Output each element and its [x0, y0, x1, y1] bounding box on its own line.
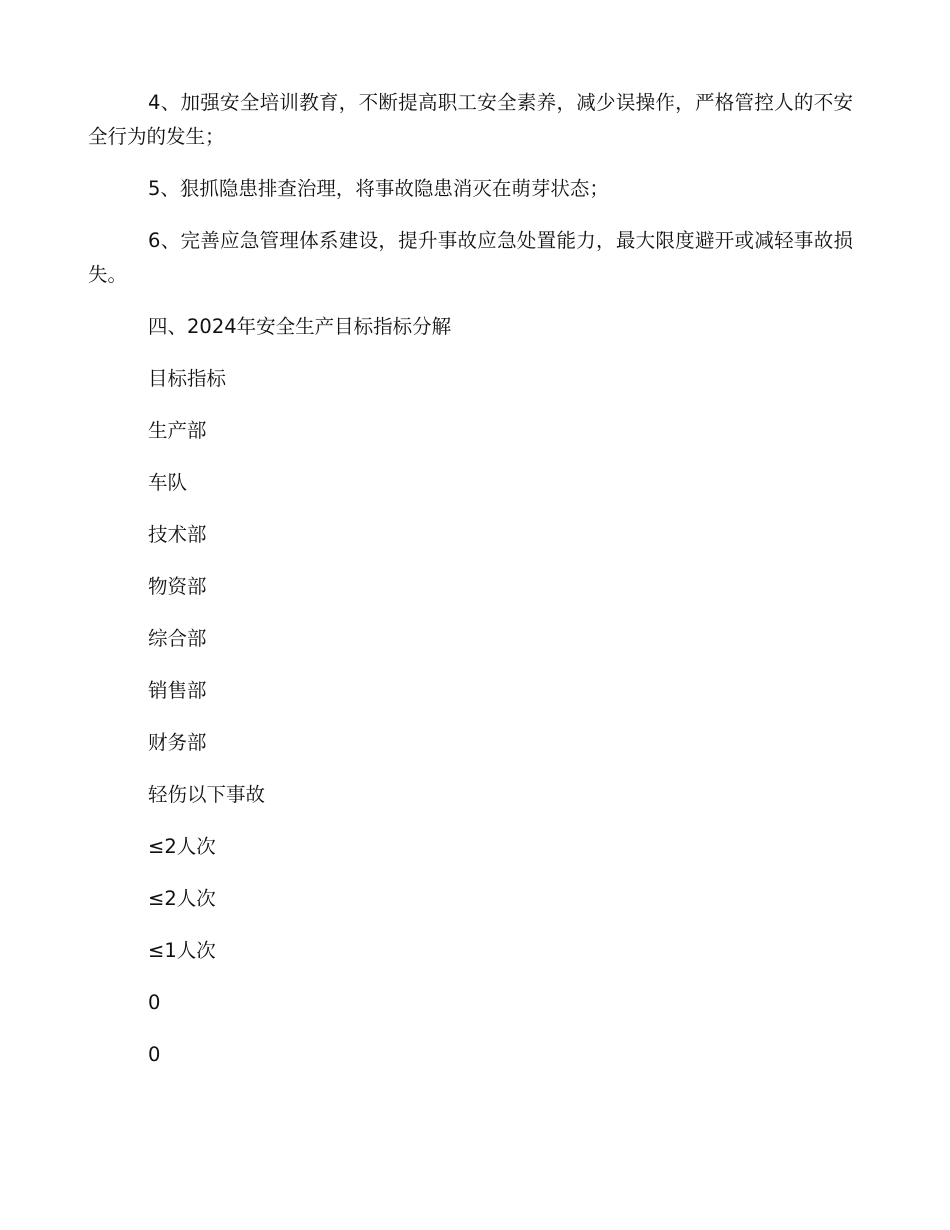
row-indicator: 轻伤以下事故 — [148, 783, 266, 806]
department-production: 生产部 — [148, 419, 207, 442]
department-general: 综合部 — [148, 627, 207, 650]
department-fleet: 车队 — [148, 471, 188, 494]
paragraph-item-4: 4、加强安全培训教育，不断提高职工安全素养，减少误操作，严格管控人的不安全行为的发生； — [88, 91, 853, 148]
department-sales: 销售部 — [148, 679, 207, 702]
row-value: ≤2人次 — [148, 887, 216, 910]
row-value: 0 — [148, 991, 161, 1014]
table-header-label: 目标指标 — [148, 367, 227, 390]
paragraph-item-5: 5、狠抓隐患排查治理，将事故隐患消灭在萌芽状态； — [148, 177, 609, 200]
department-finance: 财务部 — [148, 731, 207, 754]
row-value: ≤1人次 — [148, 939, 216, 962]
row-value: ≤2人次 — [148, 835, 216, 858]
paragraph-item-6: 6、完善应急管理体系建设，提升事故应急处置能力，最大限度避开或减轻事故损失。 — [88, 229, 853, 286]
document-body — [88, 86, 853, 1072]
section-heading: 四、2024年安全生产目标指标分解 — [148, 315, 452, 338]
department-materials: 物资部 — [148, 575, 207, 598]
row-value: 0 — [148, 1043, 161, 1066]
target-table-flattened — [88, 310, 853, 1072]
department-technical: 技术部 — [148, 523, 207, 546]
